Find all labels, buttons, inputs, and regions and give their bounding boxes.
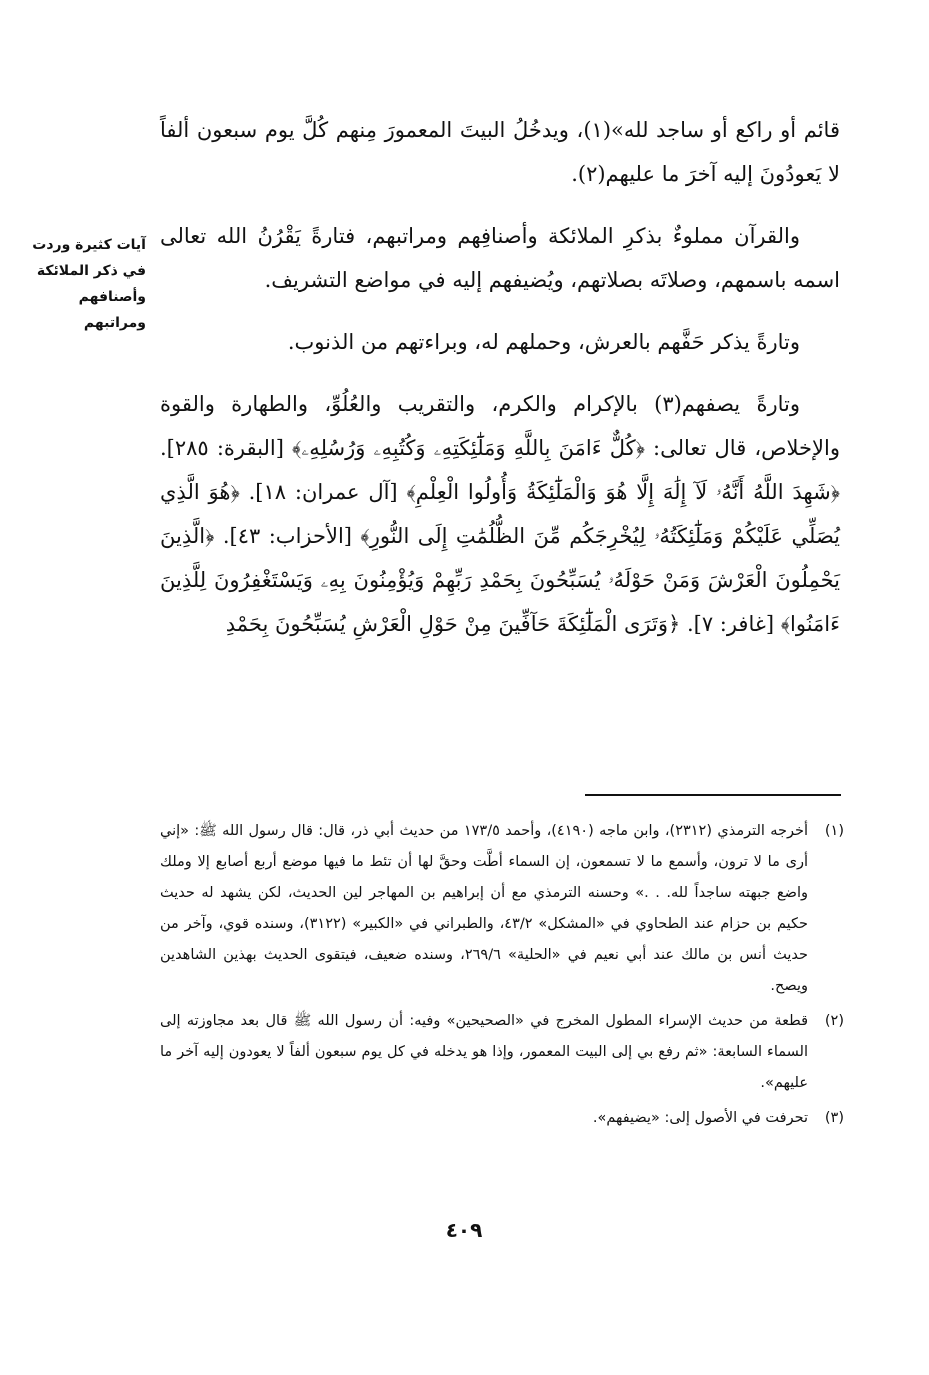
footnote-number: (٣) xyxy=(824,1110,844,1126)
footnote-text: تحرفت في الأصول إلى: «يضيفهم». xyxy=(592,1110,808,1126)
paragraph-3: وتارةً يذكر حَفَّهم بالعرش، وحملهم له، وبراءتهم من الذنوب. xyxy=(287,330,800,354)
footnote-2 xyxy=(160,1006,844,1099)
footnote-number: (١) xyxy=(824,823,844,839)
footnotes xyxy=(160,816,844,1138)
footnote-number: (٢) xyxy=(824,1013,844,1029)
footnote-divider xyxy=(585,794,841,796)
footnote-1 xyxy=(160,816,844,1002)
paragraph-1: قائم أو راكع أو ساجد لله»(١)، ويدخُلُ البيتَ المعمورَ مِنهم كُلَّ يوم سبعون ألفاً لا يَعودُونَ إليه آخرَ ما عليهم(٢). xyxy=(160,118,840,186)
paragraph-2: والقرآن مملوءٌ بذكرِ الملائكة وأصنافِهم ومراتبهم، فتارةً يَقْرُنُ الله تعالى اسمه باسمهم، وصلاتَه بصلاتهم، ويُضيفهم إليه في مواضع التشريف. xyxy=(160,224,840,292)
margin-note: آيات كثيرة وردت في ذكر الملائكة وأصنافهم ومراتبهم xyxy=(32,237,146,331)
paragraph-4: وتارةً يصفهم(٣) بالإكرام والكرم، والتقريب والعُلُوِّ، والطهارة والقوة والإخلاص، قال تعالى: ﴿كُلٌّ ءَامَنَ بِاللَّهِ وَمَلَٰٓئِكَتِهِۦ وَكُتُبِهِۦ وَرُسُلِهِۦ﴾ [البقرة: ٢٨٥]. ﴿شَهِدَ اللَّهُ أَنَّهُۥ لَآ إِلَٰهَ إِلَّا هُوَ وَالْمَلَٰٓئِكَةُ وَأُولُوا الْعِلْمِ﴾ [آل عمران: ١٨]. ﴿هُوَ الَّذِي يُصَلِّي عَلَيْكُمْ وَمَلَٰٓئِكَتُهُۥ لِيُخْرِجَكُم مِّنَ الظُّلُمَٰتِ إِلَى النُّورِ﴾ [الأحزاب: ٤٣]. ﴿الَّذِينَ يَحْمِلُونَ الْعَرْشَ وَمَنْ حَوْلَهُۥ يُسَبِّحُونَ بِحَمْدِ رَبِّهِمْ وَيُؤْمِنُونَ بِهِۦ وَيَسْتَغْفِرُونَ لِلَّذِينَ ءَامَنُوا﴾ [غافر: ٧]. ﴿وَتَرَى الْمَلَٰٓئِكَةَ حَآفِّينَ مِنْ حَوْلِ الْعَرْشِ يُسَبِّحُونَ بِحَمْدِ xyxy=(160,392,841,636)
footnote-text: قطعة من حديث الإسراء المطول المخرج في «الصحيحين» وفيه: أن رسول الله ﷺ قال بعد مجاوزته إلى السماء السابعة: «ثم رفع بي إلى البيت المعمور، وإذا هو يدخله في كل يوم سبعون ألفاً لا يعودون إليه آخر ما عليهم». xyxy=(160,1013,808,1091)
footnote-text: أخرجه الترمذي (٢٣١٢)، وابن ماجه (٤١٩٠)، وأحمد ١٧٣/٥ من حديث أبي ذر، قال: قال رسول الله ﷺ: «إني أرى ما لا ترون، وأسمع ما لا تسمعون، إن السماء أطَّت وحقَّ لها أن تئط ما فيها موضع أربع أصابع إلا وملك واضع جبهته ساجداً لله. . .» وحسنه الترمذي مع أن إبراهيم بن المهاجر لين الحديث، لكن يشهد له حديث حكيم بن حزام عند الطحاوي في «المشكل» ٤٣/٢، والطبراني في «الكبير» (٣١٢٢)، وسنده قوي، وآخر من حديث أنس بن مالك عند أبي نعيم في «الحلية» ٢٦٩/٦، وسنده ضعيف، فيتقوى الحديث بهذين الشاهدين ويصح. xyxy=(160,823,809,994)
page-number: ٤٠٩ xyxy=(445,1218,483,1242)
footnote-3 xyxy=(160,1103,844,1134)
main-text xyxy=(160,108,840,664)
